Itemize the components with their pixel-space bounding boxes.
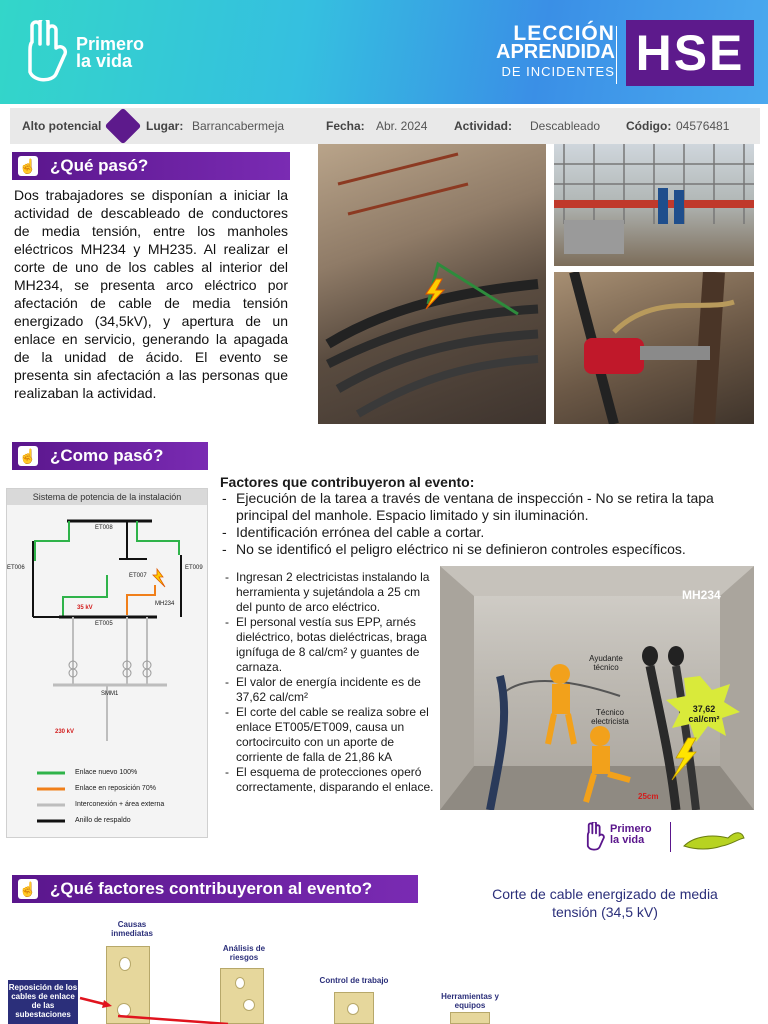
section-contributing-factors [12,875,418,903]
detail-item: - El valor de energía incidente es de 37,62 cal/cm² [224,675,434,705]
section-how-happened [12,442,208,470]
label-risk-analysis: Análisis de riesgos [222,944,266,962]
footer-divider [670,822,671,852]
what-happened-text: Dos trabajadores se disponían a iniciar la actividad de descableado de conductores de media tensión, entre los manholes eléctricos MH234 y MH235. Al realizar el corte de uno de los cables al interior del MH234, se presenta arco eléctrico por afectación de cable de media tensión energizado (34,5kV), y apertura de un enlace en servicio, generando la apagada de la unidad de ácido. El evento se presenta sin afectación a las personas que realizaban la actividad. [14,187,288,401]
details-list [224,570,434,795]
hand-logo-icon [586,822,606,852]
code-label: Código: [626,119,672,133]
activity-label: Actividad: [454,119,513,133]
detail-item: - El personal vestía sus EPP, arnés dieléctrico, botas dieléctricas, braga ignífuga de 8 cal/cm² y guantes de carnaza. [224,615,434,675]
info-bar [10,108,760,144]
swiss-cheese-slice [450,1012,490,1024]
factor-item: - Identificación errónea del cable a cortar. [220,524,740,541]
lesson-line3: DE INCIDENTES [501,64,615,79]
factor-item: - Ejecución de la tarea a través de ventana de inspección - No se retira la tapa principal del manhole. Espacio limitado y sin iluminación. [220,490,740,524]
scaffold-illustration [554,144,754,266]
diagram-title: Sistema de potencia de la instalación [7,489,207,505]
lesson-line1: LECCIÓN [513,22,615,45]
label-tools: Herramientas y equipos [441,992,499,1010]
code-value: 04576481 [676,119,730,133]
hand-icon: ☝ [19,881,37,897]
factors-title: Factores que contribuyeron al evento: [220,474,475,490]
footer-line2: la vida [610,834,645,846]
section-title: ¿Qué pasó? [50,156,149,175]
header-divider [616,26,617,84]
event-title: Corte de cable energizado de media tensión (34,5 kV) [492,886,718,920]
cheese-hole [347,1003,359,1015]
swiss-cheese-slice [334,992,374,1024]
brand-logo-text [76,36,144,70]
hse-badge: HSE [626,20,754,86]
place-value: Barrancabermeja [192,119,285,133]
date-value: Abr. 2024 [376,119,428,133]
energy-label: 37,62 cal/cm² [688,704,720,724]
factor-item: - No se identificó el peligro eléctrico ni se definieron controles específicos. [220,541,740,558]
legend-item: Enlace nuevo 100% [75,769,138,776]
brand-line1: Primero [76,34,145,54]
lesson-title [496,24,615,81]
section-title: ¿Qué factores contribuyeron al evento? [50,879,373,898]
label-causes: Causas inmediatas [111,920,153,938]
iguana-icon [682,826,746,852]
power-system-diagram [6,488,208,838]
detail-item: - El esquema de protecciones operó correctamente, disparando el enlace. [224,765,434,795]
section-title: ¿Como pasó? [50,446,164,465]
voltage-230kv: 230 kV [55,729,75,735]
cheese-hole [119,957,131,971]
alarm-icon [105,108,142,145]
technician-label: Técnico electricista [591,708,629,726]
cutting-tool-photo [554,272,754,424]
tool-illustration [554,272,754,424]
manhole-scene-illustration [440,566,754,810]
site-overview-photo [554,144,754,266]
cheese-hole [243,999,255,1011]
header-banner [0,0,768,104]
place-label: Lugar: [146,119,184,133]
legend-item: Interconexión + área externa [75,801,165,808]
node-et009: ET009 [185,565,203,571]
lesson-line2: APRENDIDA [496,41,615,63]
manhole-cables-photo [318,144,546,424]
legend-item: Enlace en reposición 70% [75,785,156,792]
node-smm1: SMM1 [101,691,119,697]
node-et007: ET007 [129,573,147,579]
brand-line2: la vida [76,51,133,71]
cheese-hole [235,977,245,989]
manhole-label: MH234 [682,588,721,602]
cables-illustration [318,144,546,424]
hand-icon: ☝ [19,448,37,464]
detail-item: - Ingresan 2 electricistas instalando la herramienta y sujetándola a 25 cm del punto de arco eléctrico. [224,570,434,615]
helper-label: Ayudante técnico [589,654,623,672]
footer-brand [610,824,652,846]
node-et005: ET005 [95,621,113,627]
section-what-happened [12,152,290,180]
detail-item: - El corte del cable se realiza sobre el enlace ET005/ET009, causa un cortocircuito con un aporte de corriente de falla de 21,86 kA [224,705,434,765]
scene-graphics [440,566,754,810]
distance-label: 25cm [638,792,659,801]
node-mh234: MH234 [155,601,175,607]
label-work-control: Control de trabajo [319,976,389,985]
node-et008: ET008 [95,525,113,531]
legend-item: Anillo de respaldo [75,817,131,824]
date-label: Fecha: [326,119,365,133]
node-et006: ET006 [7,565,25,571]
arrow-graphic [78,990,238,1024]
voltage-35kv: 35 kV [77,605,93,611]
footer-line1: Primero [610,823,652,835]
risk-level: Alto potencial [22,119,102,133]
hand-logo-icon [26,20,70,84]
activity-value: Descableado [530,119,601,133]
hand-icon: ☝ [19,158,37,174]
factors-list [220,490,740,558]
replacement-note: Reposición de los cables de enlace de las subestaciones [8,980,78,1024]
footer-logo [586,820,762,856]
